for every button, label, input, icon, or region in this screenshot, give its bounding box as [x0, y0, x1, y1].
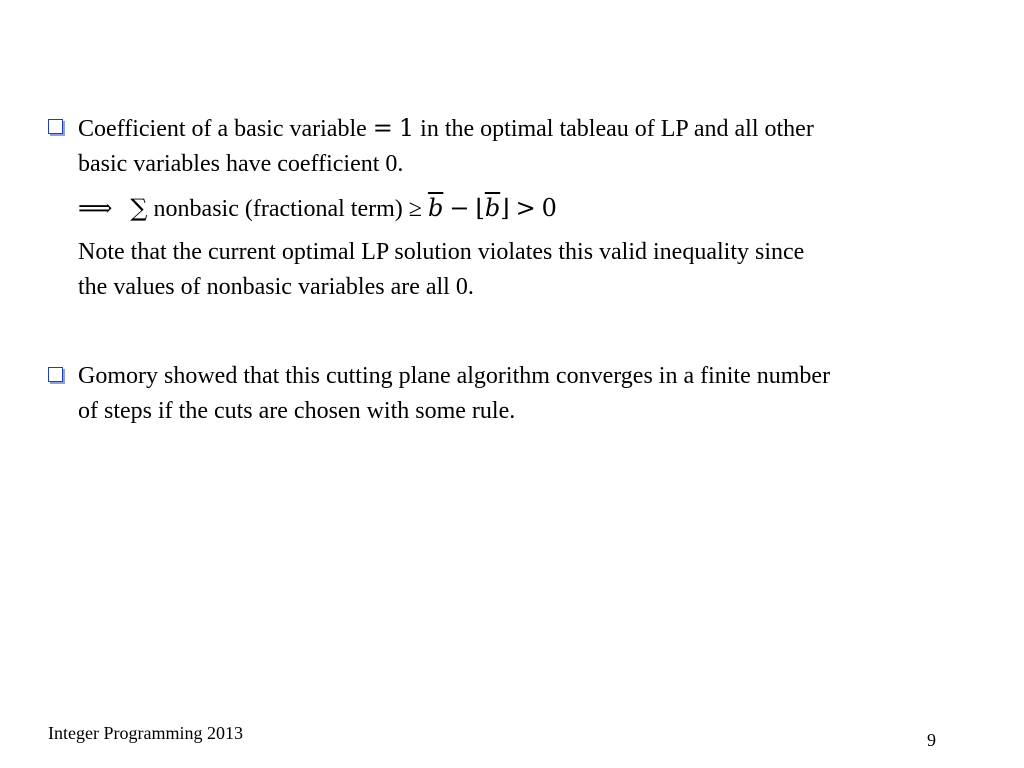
b-bar-floor: $\overline{b}$ [484, 194, 501, 222]
bullet-gomory-convergence [48, 359, 978, 429]
zero-value: 0 [541, 194, 557, 222]
implies-symbol: ⟹ [78, 194, 113, 222]
note-line-1: Note that the current optimal LP solution violates this valid inequality since [78, 239, 805, 265]
greater-than-symbol: > [515, 194, 536, 222]
equals-symbol: = [372, 114, 393, 142]
note-line-2: the values of nonbasic variables are all 0. [78, 274, 474, 300]
bullet-text [78, 111, 814, 182]
inequality-line [78, 191, 978, 227]
equals-value: 1 [398, 114, 415, 142]
checkbox-bullet-icon [48, 367, 63, 382]
sum-symbol: ∑ [130, 194, 148, 222]
floor-left: ⌊ [475, 194, 485, 222]
bullet-text [78, 359, 830, 429]
note-paragraph [78, 235, 978, 305]
bullet-line-1: Coefficient of a basic variable = 1 in the optimal tableau of LP and all other [78, 114, 814, 142]
sum-text: nonbasic (fractional term) ≥ [153, 196, 422, 222]
bullet-line-2: basic variables have coefficient 0. [78, 151, 404, 177]
bullet-line-1: Gomory showed that this cutting plane algorithm converges in a finite number [78, 363, 831, 389]
bullet-gomory-cut [48, 111, 978, 305]
checkbox-bullet-icon [48, 119, 63, 134]
minus-symbol: − [449, 194, 470, 222]
bullet-line-2: of steps if the cuts are chosen with some rule. [78, 398, 516, 424]
b-bar: $\overline{b}$ [427, 194, 444, 222]
page-number: 9 [927, 730, 936, 750]
floor-right: ⌋ [500, 194, 510, 222]
footer-course-title: Integer Programming 2013 [48, 723, 243, 743]
